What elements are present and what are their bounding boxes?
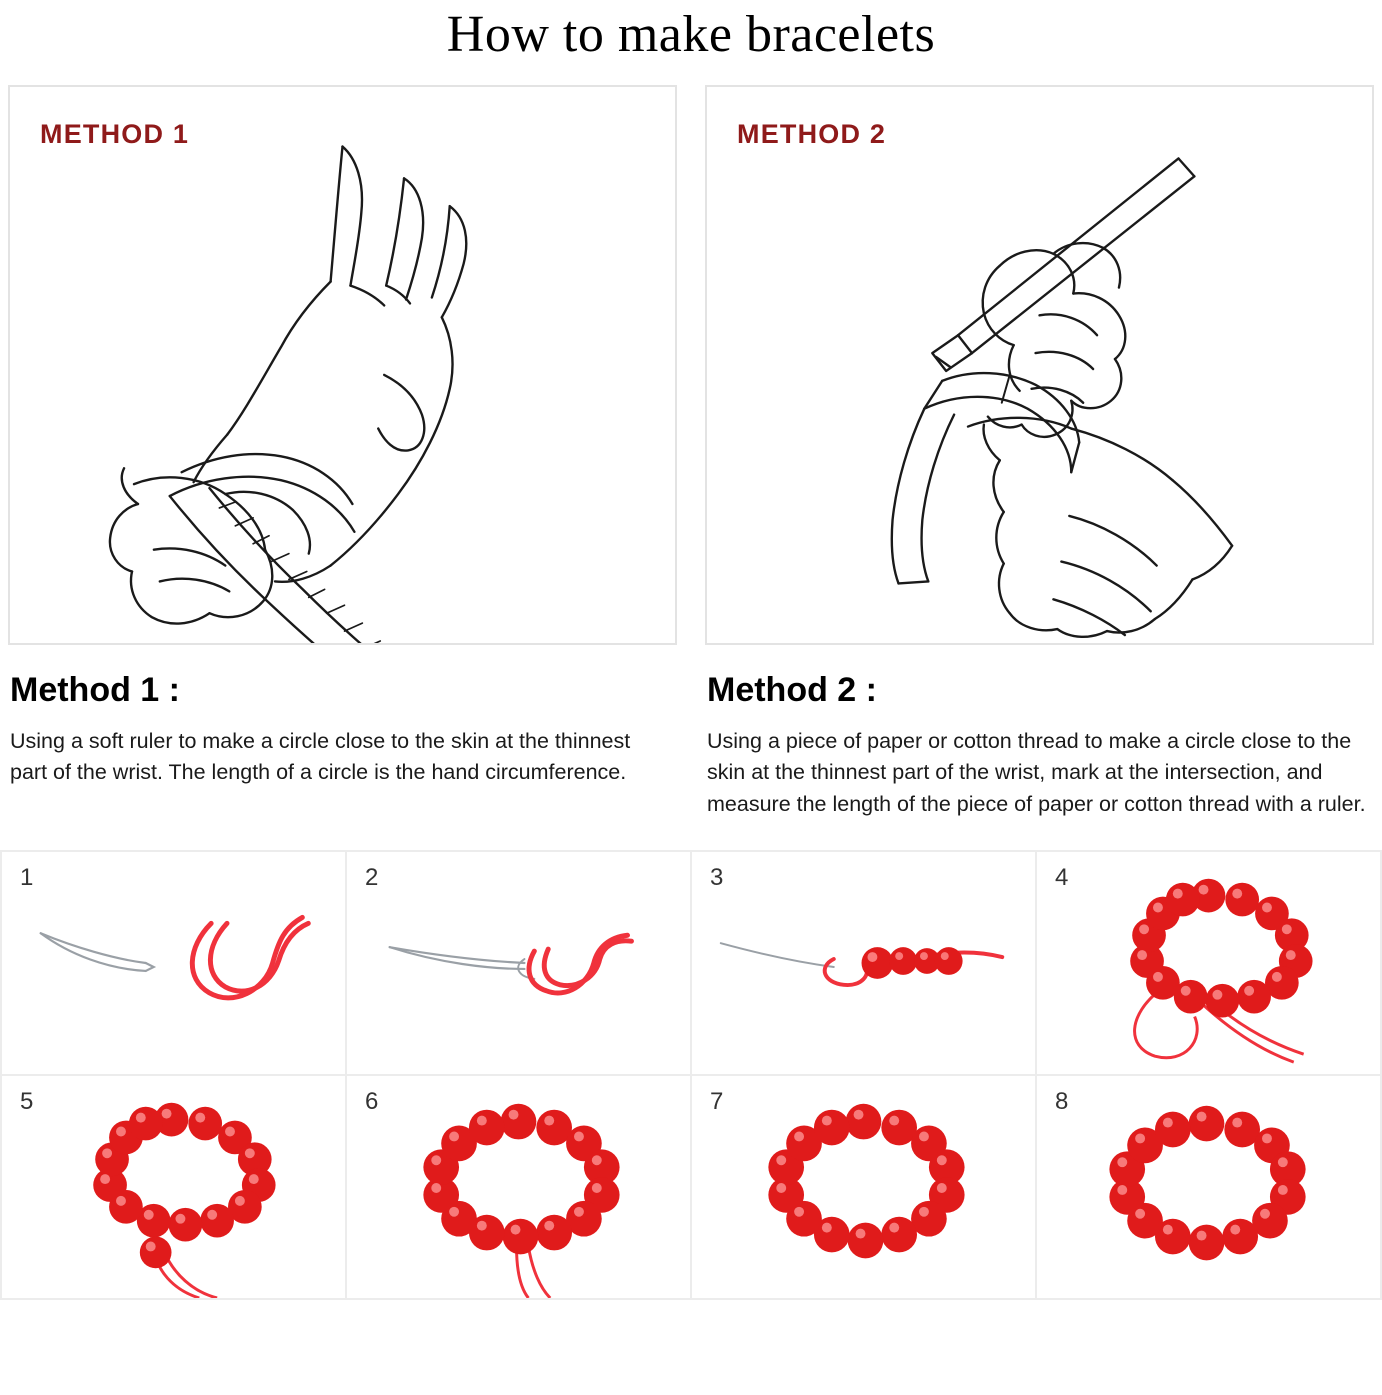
step-item — [692, 852, 1037, 1076]
step-number: 5 — [20, 1087, 34, 1115]
beads-strung-on-cord-icon — [692, 852, 1035, 1074]
method-2-text: Using a piece of paper or cotton thread to make a circle close to the skin at the thinnest part of the wrist, mark at the intersection, and measure the length of the piece of paper or cotton thread with a ruler. — [707, 729, 1366, 816]
step-item — [2, 852, 347, 1076]
bead-ring-with-extra-bead-and-cords-icon — [2, 1076, 345, 1298]
method-1-heading: Method 1 : — [10, 671, 180, 710]
methods-section — [0, 63, 1382, 820]
step-number: 1 — [20, 863, 34, 891]
step-number: 3 — [710, 863, 724, 891]
step-item — [1037, 1076, 1382, 1300]
step-number: 2 — [365, 863, 379, 891]
page-title: How to make bracelets — [446, 6, 936, 63]
step-item — [347, 852, 692, 1076]
cord-threaded-through-needle-icon — [347, 852, 690, 1074]
hand-with-paper-strip-and-pen-icon — [707, 87, 1372, 643]
step-number: 7 — [710, 1087, 724, 1115]
needle-and-folded-red-cord-icon — [2, 852, 345, 1074]
steps-grid — [0, 850, 1382, 1300]
step-item — [347, 1076, 692, 1300]
step-number: 4 — [1055, 863, 1069, 891]
method-2-tag: METHOD 2 — [737, 119, 887, 150]
method-1-text: Using a soft ruler to make a circle close to the skin at the thinnest part of the wrist. The length of a circle is the hand circumference. — [10, 729, 631, 785]
method-2-illustration-box — [705, 85, 1374, 645]
finished-bead-bracelet-icon — [1037, 1076, 1380, 1298]
step-item — [1037, 852, 1382, 1076]
method-2-column — [705, 85, 1374, 820]
method-1-column — [8, 85, 677, 820]
bead-ring-cords-pulled-together-icon — [347, 1076, 690, 1298]
step-number: 8 — [1055, 1087, 1069, 1115]
bead-ring-with-loose-cords-icon — [1037, 852, 1380, 1074]
step-item — [2, 1076, 347, 1300]
method-2-heading: Method 2 : — [707, 671, 877, 710]
step-item — [692, 1076, 1037, 1300]
step-number: 6 — [365, 1087, 379, 1115]
method-1-illustration-box — [8, 85, 677, 645]
closed-bead-bracelet-icon — [692, 1076, 1035, 1298]
method-1-tag: METHOD 1 — [40, 119, 190, 150]
hand-with-soft-ruler-icon — [10, 87, 675, 643]
